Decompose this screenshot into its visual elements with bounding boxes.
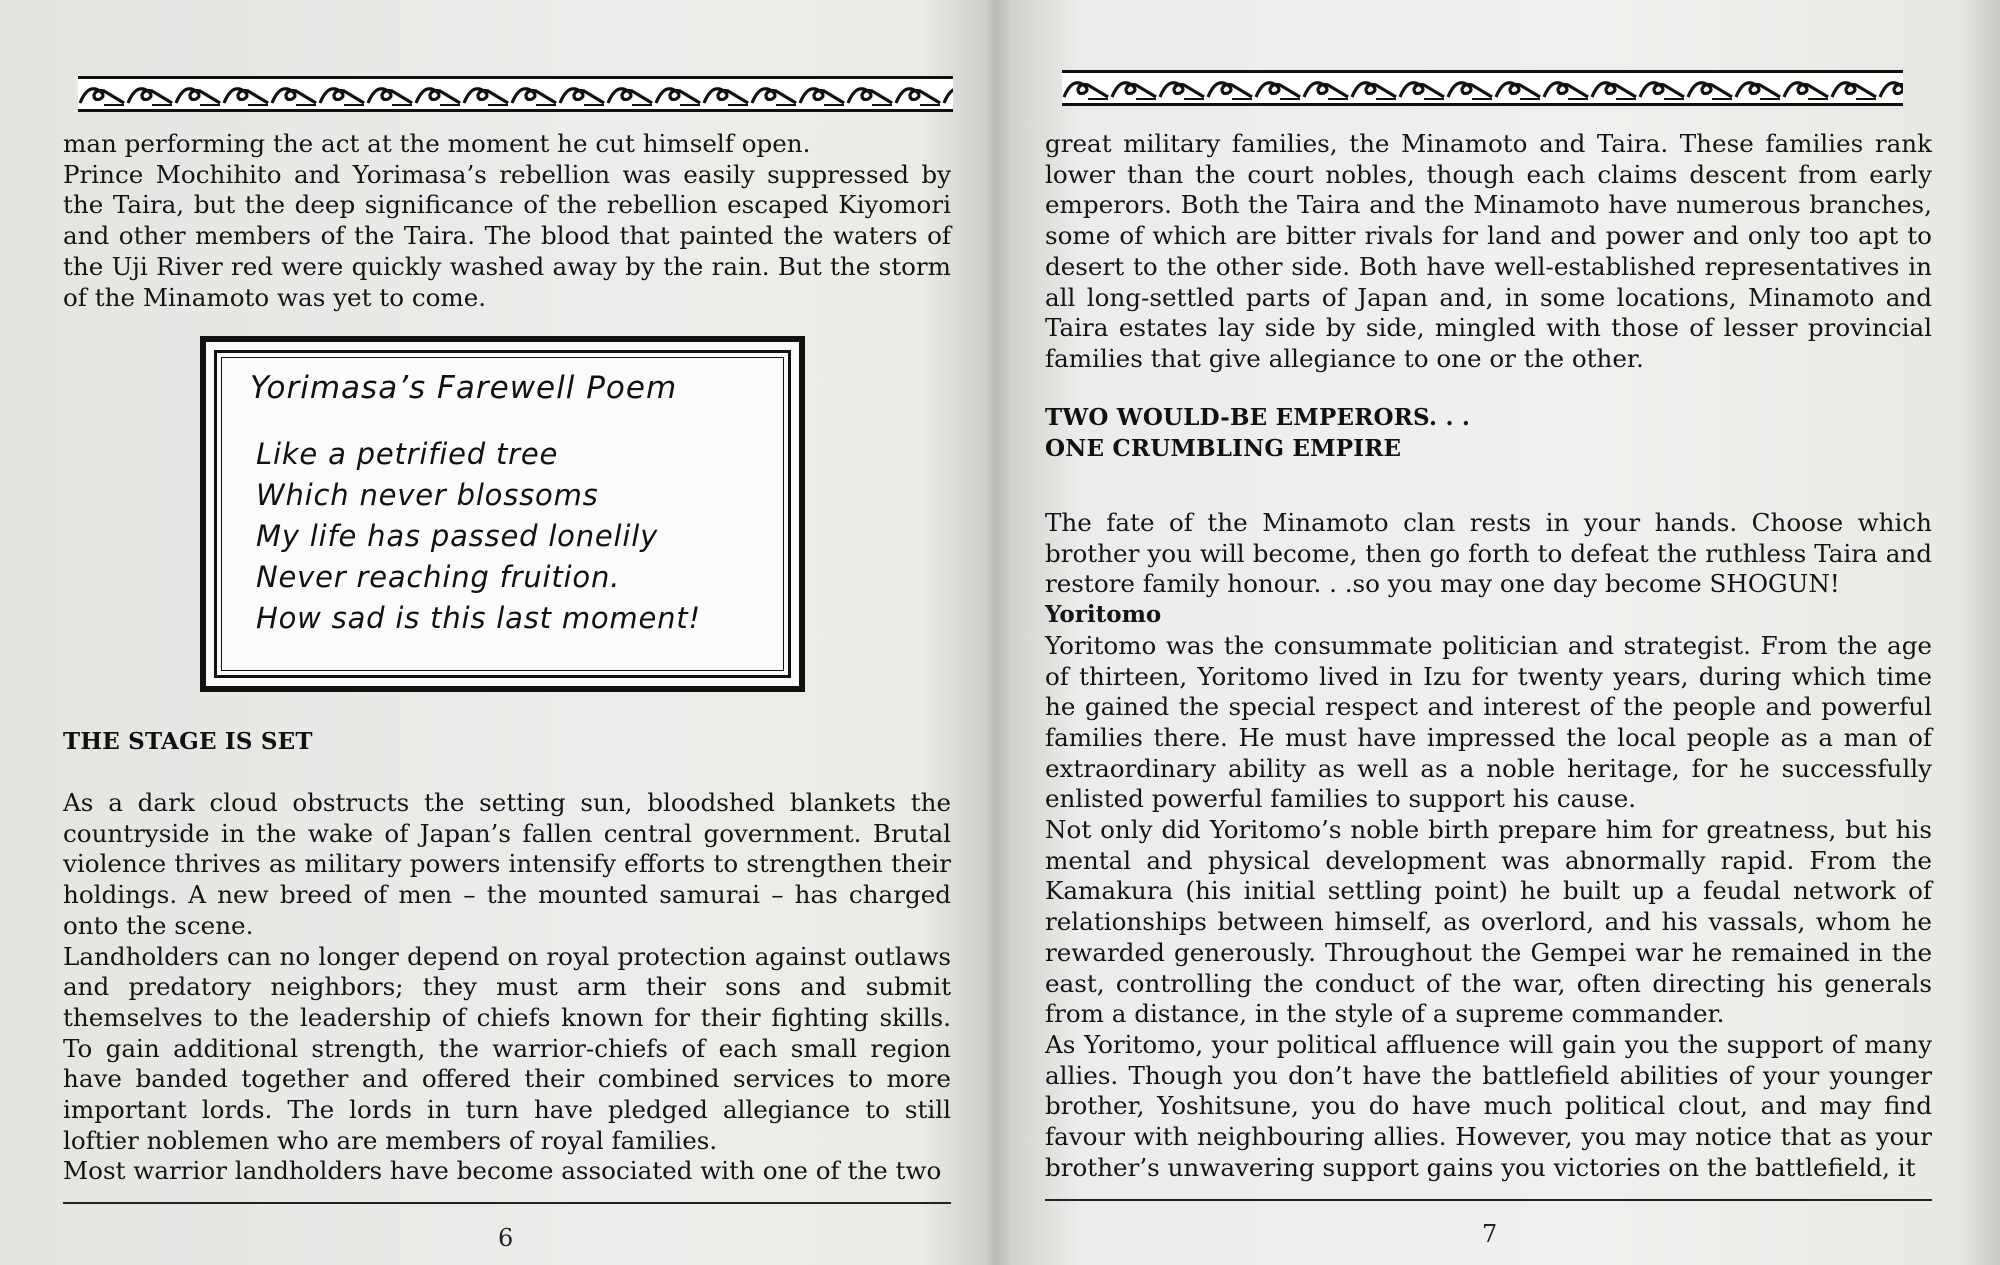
heading-line: ONE CRUMBLING EMPIRE	[1045, 435, 1402, 462]
left-section-text	[63, 788, 951, 1187]
poem-lines	[256, 434, 701, 639]
section-heading	[1045, 402, 1470, 464]
right-main-text	[1045, 508, 1932, 1183]
poem-line: Never reaching fruition.	[256, 560, 621, 594]
section-heading: THE STAGE IS SET	[63, 728, 313, 755]
paragraph: Prince Mochihito and Yorimasa’s rebellion was easily suppressed by the Taira, but the deep significance of the rebellion escaped Kiyomori and other members of the Taira. The blood that painted the waters of the Uji River red were quickly washed away by the rain. But the storm of the Minamoto was yet to come.	[63, 159, 951, 312]
paragraph: Yoritomo was the consummate politician and strategist. From the age of thirteen, Yoritomo lived in Izu for twenty years, during which time he gained the special respect and interest of the people and powerful families there. He must have impressed the local people as a man of extraordinary ability as well as a noble heritage, for he successfully enlisted powerful families to support his cause.	[1045, 630, 1932, 814]
paragraph: Not only did Yoritomo’s noble birth prepare him for greatness, but his mental and physical development was abnormally rapid. From the Kamakura (his initial settling point) he built up a feudal network of relationships between himself, as overlord, and his vassals, whom he rewarded generously. Throughout the Gempei war he remained in the east, controlling the conduct of the war, often directing his generals from a distance, in the style of a supreme commander.	[1045, 815, 1932, 1029]
poem-line: Like a petrified tree	[256, 437, 559, 471]
footer-rule	[63, 1202, 951, 1204]
right-page	[1000, 0, 2000, 1265]
poem-box	[200, 336, 805, 692]
decorative-wave-border	[78, 76, 953, 112]
paragraph: Most warrior landholders have become associated with one of the two	[63, 1156, 942, 1186]
paragraph: man performing the act at the moment he cut himself open.	[63, 129, 811, 158]
subheading-yoritomo: Yoritomo	[1045, 601, 1162, 629]
paragraph: great military families, the Minamoto and Taira. These families rank lower than the court nobles, though each claims descent from early emperors. Both the Taira and the Minamoto have numerous branches, some of which are bitter rivals for land and power and only too apt to desert to the other side. Both have well-established representatives in all long-settled parts of Japan and, in some locations, Minamoto and Taira estates lay side by side, mingled with those of lesser provincial families that give allegiance to one or the other.	[1045, 129, 1932, 373]
heading-line: TWO WOULD-BE EMPERORS. . .	[1045, 404, 1471, 431]
footer-rule	[1045, 1199, 1932, 1201]
poem-line: Which never blossoms	[256, 478, 599, 512]
page-number: 6	[498, 1224, 514, 1252]
left-intro-text	[63, 129, 951, 313]
paragraph: As Yoritomo, your political affluence will gain you the support of many allies. Though you don’t have the battlefield abilities of your younger brother, Yoshitsune, you do have much political clout, and may find favour with neighbouring allies. However, you may notice that as your brother’s unwavering support gains you victories on the battlefield, it	[1045, 1029, 1932, 1182]
paragraph: Landholders can no longer depend on royal protection against outlaws and predatory neighbors; they must arm their sons and submit themselves to the leadership of chiefs known for their fighting skills. To gain additional strength, the warrior-chiefs of each small region have banded together and offered their combined services to more important lords. The lords in turn have pledged allegiance to still loftier noblemen who are members of royal families.	[63, 941, 951, 1155]
page-number: 7	[1482, 1220, 1498, 1248]
paragraph: As a dark cloud obstructs the setting sun, bloodshed blankets the countryside in the wake of Japan’s fallen central government. Brutal violence thrives as military powers intensify efforts to strengthen their holdings. A new breed of men – the mounted samurai – has charged onto the scene.	[63, 788, 951, 940]
paragraph: The fate of the Minamoto clan rests in your hands. Choose which brother you will become, then go forth to defeat the ruthless Taira and restore family honour. . .so you may one day become SHOGUN!	[1045, 508, 1932, 599]
poem-line: My life has passed lonelily	[256, 519, 659, 553]
poem-line: How sad is this last moment!	[256, 601, 701, 635]
right-intro-text	[1045, 129, 1932, 375]
decorative-wave-border	[1062, 70, 1903, 106]
left-page	[0, 0, 990, 1265]
poem-title: Yorimasa’s Farewell Poem	[250, 370, 678, 406]
